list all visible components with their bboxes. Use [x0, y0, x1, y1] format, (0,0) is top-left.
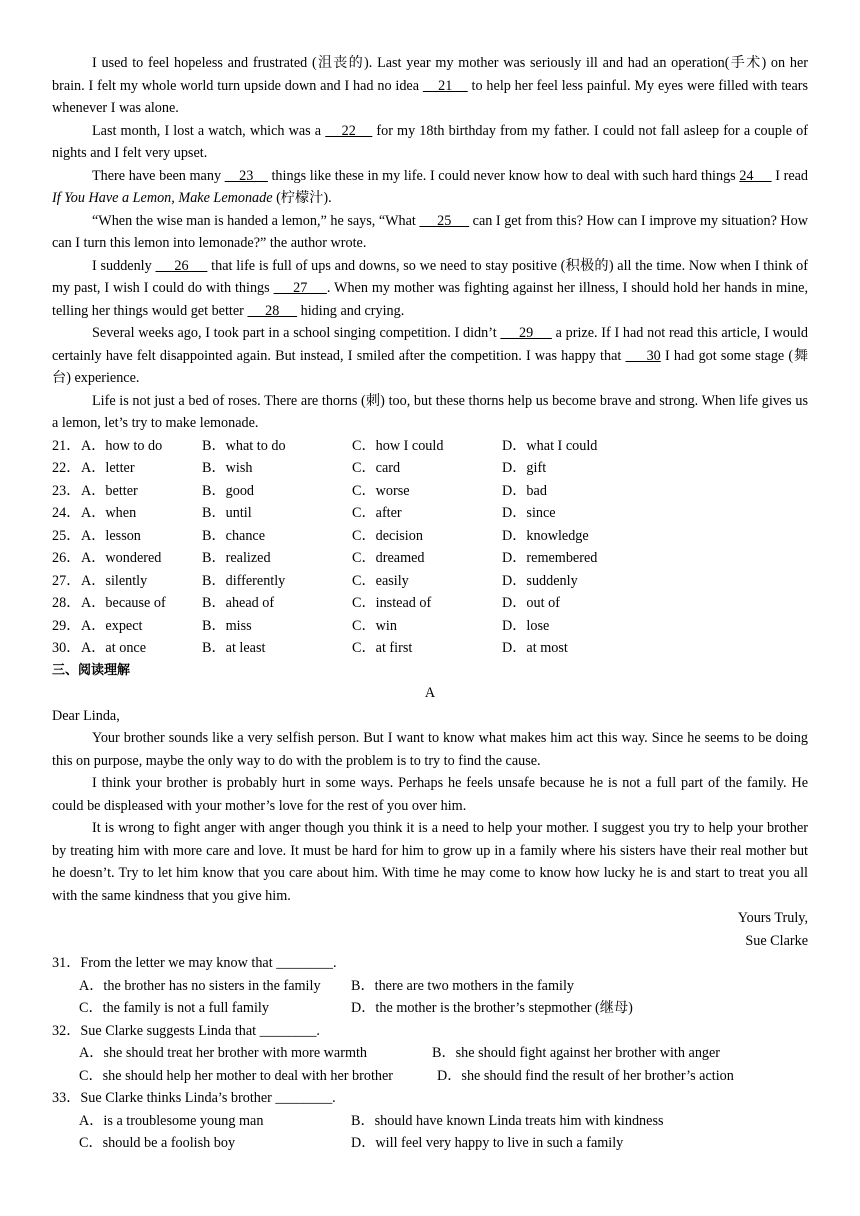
text: “When the wise man is handed a lemon,” he says, “What [92, 212, 420, 229]
blank-30: 30 [625, 347, 661, 364]
letter-paragraph-3: It is wrong to fight anger with anger though you think it is a need to help your mother. I suggest you try to help your brother by treating him with more care and love. It must be hard for him to grow up in a family where his sisters have their real mother but he doesn’t. Try to let him know that you care about him. With time he may come to know how lucky he is and start to treat you all with the same kindness that you give him. [52, 820, 808, 904]
question-stem: 32．Sue Clarke suggests Linda that ________. [52, 1022, 320, 1039]
question-32 [52, 1020, 808, 1088]
option-b[interactable]: B．until [202, 505, 252, 521]
text: to help her feel less painful. My eyes were filled with tears whenever I was alone. [52, 77, 809, 116]
question-number: 25． [52, 527, 81, 544]
letter-closing: Yours Truly, [737, 910, 808, 926]
text: for my 18th birthday from my father. I could not fall asleep for a couple of nights and I felt very upset. [52, 122, 808, 161]
option-row [52, 997, 808, 1020]
option-b[interactable]: B．there are two mothers in the family [351, 977, 574, 994]
option-d[interactable]: D．bad [502, 482, 547, 499]
option-a[interactable]: A．when [81, 505, 137, 521]
option-c[interactable]: C．instead of [352, 595, 432, 611]
option-d[interactable]: D．knowledge [502, 527, 589, 544]
book-title: If You Have a Lemon, Make Lemonade [52, 190, 273, 206]
option-d[interactable]: D．at most [502, 640, 568, 656]
question-number: 29． [52, 617, 81, 634]
option-d[interactable]: D．lose [502, 617, 550, 634]
option-row-27 [52, 570, 808, 593]
option-c[interactable]: C．decision [352, 527, 423, 544]
question-number: 26． [52, 550, 81, 566]
blank-26: 26 [155, 257, 208, 274]
question-31 [52, 952, 808, 1020]
option-row [52, 1132, 808, 1155]
blank-27: 27 [273, 280, 327, 296]
option-d[interactable]: D．the mother is the brother’s stepmother (继母) [351, 1000, 633, 1016]
option-b[interactable]: B．should have known Linda treats him with kindness [351, 1112, 664, 1129]
text: I suddenly [92, 257, 156, 274]
letter-greeting: Dear Linda, [52, 707, 120, 724]
option-d[interactable]: D．out of [502, 595, 560, 611]
option-a[interactable]: A．lesson [81, 527, 141, 544]
question-number: 27． [52, 572, 81, 589]
option-a[interactable]: A．she should treat her brother with more warmth [79, 1045, 368, 1061]
option-a[interactable]: A．at once [81, 640, 147, 656]
option-c[interactable]: C．should be a foolish boy [79, 1135, 236, 1151]
option-b[interactable]: B．miss [202, 617, 252, 634]
option-a[interactable]: A．the brother has no sisters in the family [79, 977, 321, 994]
blank-29: 29 [500, 325, 552, 341]
option-row-26 [52, 547, 808, 570]
option-a[interactable]: A．is a troublesome young man [79, 1112, 264, 1129]
option-row [52, 1042, 808, 1065]
passage-paragraph-5 [52, 255, 808, 323]
blank-21: 21 [422, 77, 468, 94]
text: Last month, I lost a watch, which was a [92, 122, 326, 139]
option-b[interactable]: B．differently [202, 572, 286, 589]
blank-24: 24 [739, 167, 772, 184]
option-row-30 [52, 637, 808, 660]
question-number: 24． [52, 505, 81, 521]
question-number: 21． [52, 437, 81, 454]
blank-23: 23 [224, 167, 268, 184]
letter-signature: Sue Clarke [745, 932, 808, 949]
option-d[interactable]: D．since [502, 505, 556, 521]
question-stem: 31．From the letter we may know that ________. [52, 955, 337, 971]
passage-paragraph-1 [52, 52, 808, 120]
option-a[interactable]: A．letter [81, 460, 135, 476]
text: I had got some stage (舞台) experience. [52, 347, 809, 386]
blank-28: 28 [247, 302, 298, 319]
option-d[interactable]: D．will feel very happy to live in such a family [351, 1135, 624, 1151]
option-c[interactable]: C．card [352, 460, 401, 476]
option-a[interactable]: A．better [81, 482, 138, 499]
text: I used to feel hopeless and frustrated (沮丧的). Last year my mother was seriously ill and had an operation(手术) on her brain. I felt my whole world turn upside down and I had no idea [52, 55, 808, 94]
option-c[interactable]: C．easily [352, 572, 409, 589]
option-b[interactable]: B．she should fight against her brother with anger [432, 1045, 721, 1061]
text: hiding and crying. [297, 302, 405, 319]
passage-paragraph-2 [52, 120, 808, 165]
question-33 [52, 1087, 808, 1155]
option-c[interactable]: C．dreamed [352, 550, 425, 566]
option-c[interactable]: C．the family is not a full family [79, 1000, 269, 1016]
option-d[interactable]: D．remembered [502, 550, 598, 566]
option-row-29 [52, 615, 808, 638]
option-row-23 [52, 480, 808, 503]
option-c[interactable]: C．win [352, 617, 397, 634]
option-c[interactable]: C．she should help her mother to deal with her brother [79, 1067, 394, 1084]
option-b[interactable]: B．good [202, 482, 255, 499]
cloze-options [52, 435, 808, 660]
option-a[interactable]: A．because of [81, 595, 166, 611]
option-c[interactable]: C．after [352, 505, 402, 521]
option-a[interactable]: A．wondered [81, 550, 162, 566]
option-row-21 [52, 435, 808, 458]
option-row-24 [52, 502, 808, 525]
passage-paragraph-6 [52, 322, 808, 390]
option-c[interactable]: C．worse [352, 482, 410, 499]
blank-25: 25 [419, 212, 470, 229]
option-row [52, 1065, 808, 1088]
text: Several weeks ago, I took part in a school singing competition. I didn’t [92, 325, 501, 341]
letter-paragraph-1: Your brother sounds like a very selfish person. But I want to know what makes him act this way. Since he seems to be doing this on purpose, maybe the only way to do with the problem is to try to find the cause. [52, 730, 808, 769]
passage-paragraph-4 [52, 210, 808, 255]
option-row [52, 975, 808, 998]
question-stem: 33．Sue Clarke thinks Linda’s brother ________. [52, 1090, 336, 1106]
option-a[interactable]: A．how to do [81, 437, 163, 454]
option-b[interactable]: B．at least [202, 640, 266, 656]
option-b[interactable]: B．realized [202, 550, 271, 566]
option-b[interactable]: B．wish [202, 460, 253, 476]
text: can I get from this? How can I improve my situation? How can I turn this lemon into lemonade?” the author wrote. [52, 212, 809, 251]
text: things like these in my life. I could never know how to deal with such hard things [267, 167, 740, 184]
option-d[interactable]: D．she should find the result of her brother’s action [437, 1067, 734, 1084]
section-heading: 三、阅读理解 [52, 662, 131, 678]
question-number: 23． [52, 482, 81, 499]
passage-label: A [424, 685, 436, 701]
option-b[interactable]: B．ahead of [202, 595, 275, 611]
option-d[interactable]: D．gift [502, 460, 547, 476]
text: (柠檬汁). [272, 190, 332, 206]
text: . When my mother was fighting against her illness, I should hold her hands in mine, telling her things would get better [52, 280, 809, 319]
option-row [52, 1110, 808, 1133]
blank-22: 22 [325, 122, 373, 139]
text: I read [771, 167, 809, 184]
option-row-28 [52, 592, 808, 615]
option-c[interactable]: C．at first [352, 640, 413, 656]
option-d[interactable]: D．what I could [502, 437, 598, 454]
text: a prize. If I had not read this article, I would certainly have felt disappointed again. But instead, I smiled after the competition. I was happy that [52, 325, 808, 364]
question-number: 22． [52, 460, 81, 476]
passage-paragraph-3 [52, 165, 808, 210]
option-b[interactable]: B．chance [202, 527, 266, 544]
option-b[interactable]: B．what to do [202, 437, 286, 454]
text: that life is full of ups and downs, so we need to stay positive (积极的) all the time. Now when I think of my past, I wish I could do with things [52, 257, 808, 296]
passage-paragraph-7: Life is not just a bed of roses. There are thorns (刺) too, but these thorns help us become brave and strong. When life gives us a lemon, let’s try to make lemonade. [52, 392, 808, 431]
question-number: 30． [52, 640, 81, 656]
question-number: 28． [52, 595, 81, 611]
letter-paragraph-2: I think your brother is probably hurt in some ways. Perhaps he feels unsafe because he is not a full part of the family. He could be displeased with your mother’s love for the rest of you over him. [52, 775, 808, 814]
option-c[interactable]: C．how I could [352, 437, 444, 454]
option-a[interactable]: A．silently [81, 572, 148, 589]
option-a[interactable]: A．expect [81, 617, 143, 634]
option-row-25 [52, 525, 808, 548]
option-row-22 [52, 457, 808, 480]
text: There have been many [92, 167, 225, 184]
document-page [52, 52, 808, 1155]
option-d[interactable]: D．suddenly [502, 572, 578, 589]
